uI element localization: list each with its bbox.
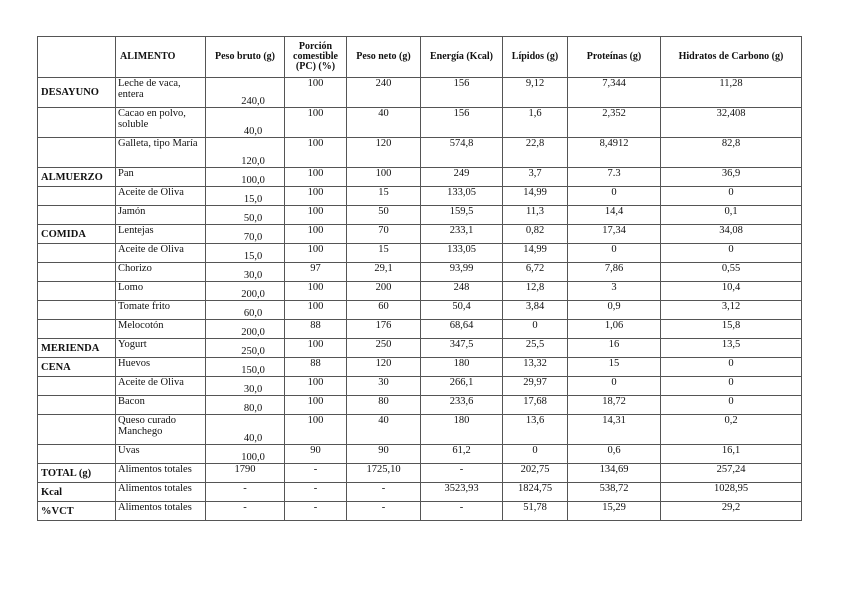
food-cell: Aceite de Oliva (116, 244, 206, 263)
porcion-cell: 100 (285, 301, 347, 320)
lipidos-cell: 25,5 (503, 339, 568, 358)
lipidos-cell: 14,99 (503, 244, 568, 263)
header-meal (38, 37, 116, 78)
table-row (38, 187, 802, 206)
peso-neto-cell: 40 (347, 415, 421, 445)
meal-cell (38, 320, 116, 339)
hidratos-cell: 0,1 (661, 206, 802, 225)
peso-neto-cell: - (347, 502, 421, 521)
food-cell: Bacon (116, 396, 206, 415)
energia-cell: 180 (421, 358, 503, 377)
meal-cell (38, 282, 116, 301)
peso-bruto-cell: - (206, 483, 285, 502)
food-cell: Alimentos totales (116, 483, 206, 502)
meal-cell: COMIDA (38, 225, 116, 244)
proteinas-cell: 0,9 (568, 301, 661, 320)
lipidos-cell: 0 (503, 445, 568, 464)
lipidos-cell: 13,6 (503, 415, 568, 445)
energia-cell: 233,6 (421, 396, 503, 415)
meal-cell: Kcal (38, 483, 116, 502)
meal-cell (38, 301, 116, 320)
table-row (38, 282, 802, 301)
proteinas-cell: 14,31 (568, 415, 661, 445)
meal-cell: CENA (38, 358, 116, 377)
lipidos-cell: 17,68 (503, 396, 568, 415)
proteinas-cell: 18,72 (568, 396, 661, 415)
peso-neto-cell: 176 (347, 320, 421, 339)
peso-bruto-cell: 30,0 (206, 377, 285, 396)
header-lipidos: Lípidos (g) (503, 37, 568, 78)
porcion-cell: 100 (285, 108, 347, 138)
table-row (38, 301, 802, 320)
proteinas-cell: 7,344 (568, 78, 661, 108)
peso-neto-cell: 60 (347, 301, 421, 320)
proteinas-cell: 17,34 (568, 225, 661, 244)
peso-bruto-cell: 200,0 (206, 320, 285, 339)
hidratos-cell: 11,28 (661, 78, 802, 108)
peso-neto-cell: 200 (347, 282, 421, 301)
table-body (38, 78, 802, 521)
totals-row (38, 502, 802, 521)
food-cell: Lomo (116, 282, 206, 301)
energia-cell: 266,1 (421, 377, 503, 396)
table-row (38, 225, 802, 244)
peso-neto-cell: 1725,10 (347, 464, 421, 483)
porcion-cell: 100 (285, 187, 347, 206)
energia-cell: - (421, 464, 503, 483)
porcion-cell: 88 (285, 358, 347, 377)
peso-bruto-cell: 150,0 (206, 358, 285, 377)
hidratos-cell: 0 (661, 396, 802, 415)
porcion-cell: - (285, 502, 347, 521)
peso-neto-cell: 40 (347, 108, 421, 138)
hidratos-cell: 15,8 (661, 320, 802, 339)
table-row (38, 377, 802, 396)
peso-bruto-cell: 60,0 (206, 301, 285, 320)
energia-cell: 156 (421, 108, 503, 138)
table-row (38, 415, 802, 445)
peso-bruto-cell: 80,0 (206, 396, 285, 415)
food-cell: Alimentos totales (116, 464, 206, 483)
food-cell: Aceite de Oliva (116, 187, 206, 206)
proteinas-cell: 0,6 (568, 445, 661, 464)
totals-row (38, 464, 802, 483)
hidratos-cell: 0,55 (661, 263, 802, 282)
table-row (38, 396, 802, 415)
peso-bruto-cell: 15,0 (206, 187, 285, 206)
proteinas-cell: 538,72 (568, 483, 661, 502)
table-row (38, 339, 802, 358)
table-row (38, 358, 802, 377)
porcion-cell: 100 (285, 138, 347, 168)
proteinas-cell: 8,4912 (568, 138, 661, 168)
food-cell: Pan (116, 168, 206, 187)
proteinas-cell: 14,4 (568, 206, 661, 225)
food-cell: Leche de vaca, entera (116, 78, 206, 108)
header-peso-neto: Peso neto (g) (347, 37, 421, 78)
hidratos-cell: 3,12 (661, 301, 802, 320)
food-cell: Lentejas (116, 225, 206, 244)
peso-neto-cell: 70 (347, 225, 421, 244)
porcion-cell: 90 (285, 445, 347, 464)
porcion-cell: 100 (285, 396, 347, 415)
meal-cell (38, 206, 116, 225)
food-cell: Melocotón (116, 320, 206, 339)
energia-cell: 93,99 (421, 263, 503, 282)
peso-bruto-cell: 15,0 (206, 244, 285, 263)
hidratos-cell: 10,4 (661, 282, 802, 301)
meal-cell (38, 138, 116, 168)
energia-cell: 180 (421, 415, 503, 445)
lipidos-cell: 0 (503, 320, 568, 339)
energia-cell: 133,05 (421, 187, 503, 206)
energia-cell: - (421, 502, 503, 521)
hidratos-cell: 1028,95 (661, 483, 802, 502)
energia-cell: 249 (421, 168, 503, 187)
energia-cell: 156 (421, 78, 503, 108)
proteinas-cell: 0 (568, 187, 661, 206)
porcion-cell: 100 (285, 415, 347, 445)
peso-neto-cell: 240 (347, 78, 421, 108)
meal-cell: ALMUERZO (38, 168, 116, 187)
peso-bruto-cell: 1790 (206, 464, 285, 483)
porcion-cell: 100 (285, 377, 347, 396)
porcion-cell: 100 (285, 78, 347, 108)
meal-cell (38, 396, 116, 415)
lipidos-cell: 3,7 (503, 168, 568, 187)
proteinas-cell: 1,06 (568, 320, 661, 339)
food-cell: Uvas (116, 445, 206, 464)
food-cell: Chorizo (116, 263, 206, 282)
hidratos-cell: 13,5 (661, 339, 802, 358)
meal-cell (38, 377, 116, 396)
porcion-cell: - (285, 464, 347, 483)
porcion-cell: 100 (285, 225, 347, 244)
lipidos-cell: 12,8 (503, 282, 568, 301)
header-peso-bruto: Peso bruto (g) (206, 37, 285, 78)
food-cell: Yogurt (116, 339, 206, 358)
proteinas-cell: 15 (568, 358, 661, 377)
peso-neto-cell: 80 (347, 396, 421, 415)
porcion-cell: 88 (285, 320, 347, 339)
peso-bruto-cell: 40,0 (206, 415, 285, 445)
food-cell: Tomate frito (116, 301, 206, 320)
peso-neto-cell: 120 (347, 138, 421, 168)
energia-cell: 133,05 (421, 244, 503, 263)
porcion-cell: - (285, 483, 347, 502)
peso-bruto-cell: 120,0 (206, 138, 285, 168)
porcion-cell: 97 (285, 263, 347, 282)
food-cell: Cacao en polvo, soluble (116, 108, 206, 138)
meal-cell (38, 263, 116, 282)
hidratos-cell: 36,9 (661, 168, 802, 187)
hidratos-cell: 82,8 (661, 138, 802, 168)
energia-cell: 159,5 (421, 206, 503, 225)
food-cell: Jamón (116, 206, 206, 225)
energia-cell: 347,5 (421, 339, 503, 358)
meal-cell: %VCT (38, 502, 116, 521)
lipidos-cell: 29,97 (503, 377, 568, 396)
hidratos-cell: 34,08 (661, 225, 802, 244)
food-cell: Huevos (116, 358, 206, 377)
hidratos-cell: 0 (661, 377, 802, 396)
porcion-cell: 100 (285, 168, 347, 187)
meal-cell (38, 415, 116, 445)
food-cell: Aceite de Oliva (116, 377, 206, 396)
nutrition-table (37, 36, 802, 521)
lipidos-cell: 51,78 (503, 502, 568, 521)
header-porcion-comestible: Porción comestible (PC) (%) (285, 37, 347, 78)
porcion-cell: 100 (285, 282, 347, 301)
header-hidratos: Hidratos de Carbono (g) (661, 37, 802, 78)
energia-cell: 248 (421, 282, 503, 301)
meal-cell (38, 108, 116, 138)
lipidos-cell: 14,99 (503, 187, 568, 206)
energia-cell: 50,4 (421, 301, 503, 320)
peso-bruto-cell: 50,0 (206, 206, 285, 225)
peso-neto-cell: 30 (347, 377, 421, 396)
meal-cell: DESAYUNO (38, 78, 116, 108)
peso-neto-cell: 15 (347, 187, 421, 206)
hidratos-cell: 0 (661, 187, 802, 206)
peso-neto-cell: 90 (347, 445, 421, 464)
proteinas-cell: 7.3 (568, 168, 661, 187)
energia-cell: 61,2 (421, 445, 503, 464)
energia-cell: 233,1 (421, 225, 503, 244)
hidratos-cell: 16,1 (661, 445, 802, 464)
hidratos-cell: 0,2 (661, 415, 802, 445)
totals-row (38, 483, 802, 502)
energia-cell: 574,8 (421, 138, 503, 168)
peso-neto-cell: 29,1 (347, 263, 421, 282)
meal-cell (38, 445, 116, 464)
meal-cell: MERIENDA (38, 339, 116, 358)
lipidos-cell: 9,12 (503, 78, 568, 108)
proteinas-cell: 7,86 (568, 263, 661, 282)
porcion-cell: 100 (285, 206, 347, 225)
food-cell: Galleta, tipo María (116, 138, 206, 168)
peso-bruto-cell: 240,0 (206, 78, 285, 108)
lipidos-cell: 202,75 (503, 464, 568, 483)
peso-neto-cell: - (347, 483, 421, 502)
lipidos-cell: 11,3 (503, 206, 568, 225)
header-row (38, 37, 802, 78)
peso-neto-cell: 50 (347, 206, 421, 225)
food-cell: Queso curado Manchego (116, 415, 206, 445)
peso-bruto-cell: 100,0 (206, 445, 285, 464)
peso-neto-cell: 15 (347, 244, 421, 263)
peso-bruto-cell: - (206, 502, 285, 521)
lipidos-cell: 22,8 (503, 138, 568, 168)
energia-cell: 68,64 (421, 320, 503, 339)
food-cell: Alimentos totales (116, 502, 206, 521)
porcion-cell: 100 (285, 244, 347, 263)
lipidos-cell: 1,6 (503, 108, 568, 138)
table-row (38, 78, 802, 108)
meal-cell: TOTAL (g) (38, 464, 116, 483)
energia-cell: 3523,93 (421, 483, 503, 502)
meal-cell (38, 244, 116, 263)
peso-neto-cell: 250 (347, 339, 421, 358)
table-row (38, 244, 802, 263)
meal-cell (38, 187, 116, 206)
proteinas-cell: 2,352 (568, 108, 661, 138)
table-row (38, 263, 802, 282)
peso-bruto-cell: 70,0 (206, 225, 285, 244)
peso-bruto-cell: 250,0 (206, 339, 285, 358)
table-row (38, 108, 802, 138)
table-row (38, 138, 802, 168)
proteinas-cell: 3 (568, 282, 661, 301)
header-proteinas: Proteínas (g) (568, 37, 661, 78)
hidratos-cell: 29,2 (661, 502, 802, 521)
proteinas-cell: 0 (568, 377, 661, 396)
proteinas-cell: 16 (568, 339, 661, 358)
peso-neto-cell: 100 (347, 168, 421, 187)
lipidos-cell: 0,82 (503, 225, 568, 244)
hidratos-cell: 32,408 (661, 108, 802, 138)
header-alimento: ALIMENTO (116, 37, 206, 78)
hidratos-cell: 0 (661, 244, 802, 263)
peso-neto-cell: 120 (347, 358, 421, 377)
proteinas-cell: 0 (568, 244, 661, 263)
porcion-cell: 100 (285, 339, 347, 358)
lipidos-cell: 6,72 (503, 263, 568, 282)
table-row (38, 168, 802, 187)
table-row (38, 320, 802, 339)
peso-bruto-cell: 100,0 (206, 168, 285, 187)
lipidos-cell: 1824,75 (503, 483, 568, 502)
proteinas-cell: 15,29 (568, 502, 661, 521)
hidratos-cell: 0 (661, 358, 802, 377)
lipidos-cell: 3,84 (503, 301, 568, 320)
header-energia: Energía (Kcal) (421, 37, 503, 78)
table-row (38, 206, 802, 225)
peso-bruto-cell: 200,0 (206, 282, 285, 301)
hidratos-cell: 257,24 (661, 464, 802, 483)
peso-bruto-cell: 30,0 (206, 263, 285, 282)
lipidos-cell: 13,32 (503, 358, 568, 377)
proteinas-cell: 134,69 (568, 464, 661, 483)
table-row (38, 445, 802, 464)
peso-bruto-cell: 40,0 (206, 108, 285, 138)
